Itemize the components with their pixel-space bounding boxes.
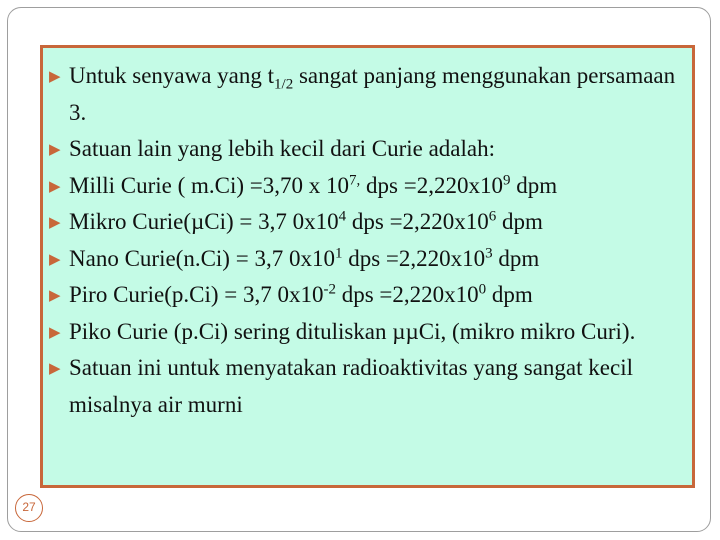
bullet-item: [49, 58, 689, 131]
bullet-text: dps =2,220x10: [342, 245, 486, 271]
bullet-text: Piro Curie(p.Ci) = 3,7 0x10: [69, 282, 324, 307]
bullet-text: Milli Curie ( m.Ci) =3,70 x 10: [69, 172, 350, 198]
bullet-arrow-icon: ▶: [49, 213, 61, 231]
bullet-arrow-icon: ▶: [49, 176, 61, 195]
bullet-text: Nano Curie(n.Ci) = 3,7 0x10: [69, 245, 335, 271]
bullet-superscript: 1: [334, 244, 343, 261]
bullet-text: Piko Curie (p.Ci) sering dituliskan µµCi, (mikro mikro Curi).: [69, 318, 636, 344]
bullet-text: Mikro Curie(µCi) = 3,7 0x10: [69, 209, 339, 234]
bullet-arrow-icon: ▶: [49, 249, 61, 268]
bullet-superscript: 7,: [349, 171, 361, 188]
bullet-superscript: 3: [485, 244, 493, 261]
bullet-superscript: 9: [502, 171, 511, 188]
content-box: [40, 45, 695, 488]
bullet-item: [49, 241, 689, 278]
bullet-item: [49, 350, 689, 423]
bullet-superscript: 6: [488, 208, 497, 225]
bullet-text: dps =2,220x10: [335, 282, 479, 307]
bullet-item: [49, 277, 689, 314]
bullet-superscript: 0: [478, 281, 487, 298]
bullet-text: dpm: [510, 172, 558, 198]
bullet-arrow-icon: ▶: [49, 322, 61, 341]
bullet-arrow-icon: ▶: [49, 140, 61, 158]
bullet-text: dpm: [496, 209, 543, 234]
bullet-arrow-icon: ▶: [49, 286, 61, 304]
bullet-list: [49, 58, 689, 423]
bullet-text: Satuan lain yang lebih kecil dari Curie adalah:: [69, 136, 495, 161]
bullet-text: sangat panjang menggunakan persamaan 3.: [69, 63, 676, 125]
bullet-text: dpm: [492, 245, 540, 271]
bullet-item: [49, 204, 689, 241]
bullet-text: dpm: [486, 282, 533, 307]
bullet-text: Untuk senyawa yang t: [69, 63, 275, 88]
bullet-text: dps =2,220x10: [346, 209, 489, 234]
bullet-arrow-icon: ▶: [49, 359, 61, 377]
bullet-subscript: 1/2: [274, 76, 294, 93]
bullet-item: [49, 314, 689, 351]
page-number: 27: [15, 494, 43, 522]
bullet-superscript: -2: [323, 281, 336, 298]
bullet-superscript: 4: [338, 208, 347, 225]
bullet-text: Satuan ini untuk menyatakan radioaktivitas yang sangat kecil misalnya air murni: [69, 355, 633, 417]
bullet-text: dps =2,220x10: [360, 172, 503, 198]
bullet-item: [49, 131, 689, 168]
bullet-arrow-icon: ▶: [49, 67, 61, 85]
bullet-item: [49, 168, 689, 205]
